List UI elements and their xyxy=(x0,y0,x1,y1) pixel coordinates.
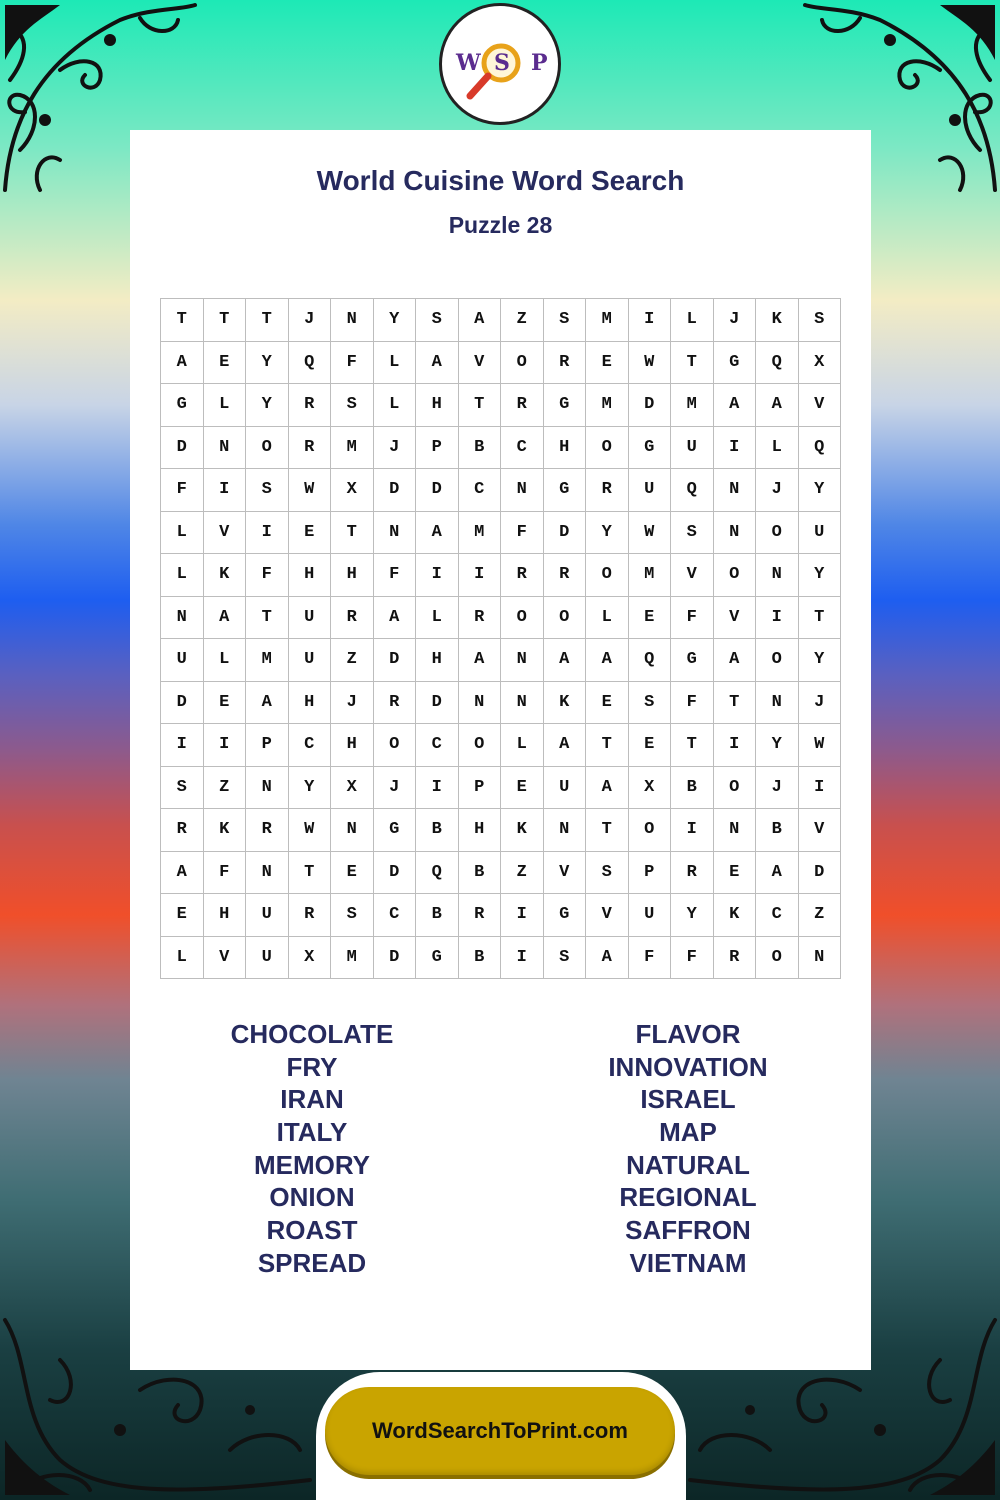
grid-cell[interactable]: I xyxy=(161,724,204,767)
grid-cell[interactable]: J xyxy=(756,469,799,512)
grid-cell[interactable]: N xyxy=(713,809,756,852)
website-button[interactable]: WordSearchToPrint.com xyxy=(325,1387,675,1475)
grid-cell[interactable]: I xyxy=(416,766,459,809)
grid-cell[interactable]: B xyxy=(416,809,459,852)
grid-cell[interactable]: T xyxy=(203,299,246,342)
grid-cell[interactable]: M xyxy=(458,511,501,554)
word-item: SAFFRON xyxy=(625,1215,751,1246)
grid-cell[interactable]: O xyxy=(756,511,799,554)
grid-cell[interactable]: C xyxy=(373,894,416,937)
grid-cell[interactable]: J xyxy=(331,681,374,724)
grid-cell[interactable]: S xyxy=(628,681,671,724)
grid-cell[interactable]: P xyxy=(458,766,501,809)
grid-cell[interactable]: S xyxy=(586,851,629,894)
grid-cell[interactable]: R xyxy=(501,554,544,597)
grid-cell[interactable]: T xyxy=(586,724,629,767)
grid-row xyxy=(161,554,841,597)
grid-cell[interactable]: O xyxy=(373,724,416,767)
grid-cell[interactable]: D xyxy=(373,851,416,894)
grid-cell[interactable]: J xyxy=(756,766,799,809)
grid-cell[interactable]: C xyxy=(501,426,544,469)
grid-cell[interactable]: U xyxy=(246,894,289,937)
grid-cell[interactable]: A xyxy=(543,639,586,682)
grid-cell[interactable]: A xyxy=(416,511,459,554)
grid-cell[interactable]: L xyxy=(161,936,204,979)
grid-cell[interactable]: P xyxy=(416,426,459,469)
grid-cell[interactable]: Y xyxy=(798,554,841,597)
grid-cell[interactable]: X xyxy=(798,341,841,384)
grid-cell[interactable]: V xyxy=(203,936,246,979)
grid-cell[interactable]: D xyxy=(373,639,416,682)
grid-cell[interactable]: A xyxy=(713,384,756,427)
grid-cell[interactable]: X xyxy=(288,936,331,979)
grid-cell[interactable]: H xyxy=(543,426,586,469)
grid-cell[interactable]: Q xyxy=(628,639,671,682)
grid-cell[interactable]: M xyxy=(246,639,289,682)
grid-cell[interactable]: E xyxy=(501,766,544,809)
grid-row xyxy=(161,384,841,427)
wsp-logo[interactable] xyxy=(439,3,561,125)
grid-cell[interactable]: Y xyxy=(671,894,714,937)
grid-cell[interactable]: U xyxy=(628,469,671,512)
grid-cell[interactable]: D xyxy=(798,851,841,894)
grid-cell[interactable]: K xyxy=(501,809,544,852)
grid-cell[interactable]: A xyxy=(246,681,289,724)
grid-cell[interactable]: E xyxy=(331,851,374,894)
grid-cell[interactable]: K xyxy=(756,299,799,342)
word-item: CHOCOLATE xyxy=(230,1019,394,1049)
grid-cell[interactable]: K xyxy=(543,681,586,724)
grid-cell[interactable]: N xyxy=(798,936,841,979)
grid-cell[interactable]: T xyxy=(288,851,331,894)
grid-cell[interactable]: D xyxy=(161,426,204,469)
grid-cell[interactable]: T xyxy=(246,596,289,639)
grid-cell[interactable]: A xyxy=(161,341,204,384)
grid-cell[interactable]: O xyxy=(628,809,671,852)
grid-cell[interactable]: A xyxy=(458,639,501,682)
grid-cell[interactable]: F xyxy=(671,596,714,639)
grid-cell[interactable]: O xyxy=(543,596,586,639)
grid-cell[interactable]: O xyxy=(501,341,544,384)
grid-cell[interactable]: Q xyxy=(288,341,331,384)
grid-cell[interactable]: N xyxy=(161,596,204,639)
grid-cell[interactable]: H xyxy=(331,554,374,597)
grid-cell[interactable]: K xyxy=(203,554,246,597)
grid-cell[interactable]: T xyxy=(586,809,629,852)
grid-cell[interactable]: N xyxy=(246,851,289,894)
grid-cell[interactable]: I xyxy=(798,766,841,809)
grid-cell[interactable]: D xyxy=(543,511,586,554)
grid-cell[interactable]: O xyxy=(246,426,289,469)
grid-cell[interactable]: R xyxy=(246,809,289,852)
grid-cell[interactable]: L xyxy=(373,341,416,384)
grid-cell[interactable]: I xyxy=(501,936,544,979)
grid-cell[interactable]: R xyxy=(543,341,586,384)
grid-cell[interactable]: I xyxy=(246,511,289,554)
grid-cell[interactable]: O xyxy=(458,724,501,767)
grid-row xyxy=(161,809,841,852)
letter-grid xyxy=(160,298,841,979)
grid-cell[interactable]: D xyxy=(628,384,671,427)
grid-cell[interactable]: H xyxy=(458,809,501,852)
grid-cell[interactable]: J xyxy=(373,426,416,469)
grid-cell[interactable]: G xyxy=(543,469,586,512)
grid-cell[interactable]: E xyxy=(203,341,246,384)
grid-cell[interactable]: D xyxy=(373,936,416,979)
grid-cell[interactable]: H xyxy=(416,639,459,682)
grid-row xyxy=(161,469,841,512)
grid-cell[interactable]: N xyxy=(713,469,756,512)
grid-cell[interactable]: I xyxy=(713,426,756,469)
word-item: IRAN xyxy=(280,1084,344,1115)
logo-letter-p: P xyxy=(531,50,548,76)
grid-cell[interactable]: W xyxy=(288,469,331,512)
grid-cell[interactable]: B xyxy=(458,851,501,894)
grid-cell[interactable]: D xyxy=(161,681,204,724)
grid-cell[interactable]: G xyxy=(373,809,416,852)
grid-cell[interactable]: E xyxy=(713,851,756,894)
grid-cell[interactable]: J xyxy=(713,299,756,342)
grid-cell[interactable]: E xyxy=(288,511,331,554)
grid-cell[interactable]: P xyxy=(628,851,671,894)
grid-cell[interactable]: V xyxy=(203,511,246,554)
grid-cell[interactable]: P xyxy=(246,724,289,767)
grid-cell[interactable]: U xyxy=(671,426,714,469)
grid-cell[interactable]: R xyxy=(458,596,501,639)
grid-cell[interactable]: I xyxy=(756,596,799,639)
grid-cell[interactable]: T xyxy=(671,724,714,767)
grid-cell[interactable]: M xyxy=(331,936,374,979)
grid-cell[interactable]: N xyxy=(331,809,374,852)
grid-cell[interactable]: T xyxy=(331,511,374,554)
grid-cell[interactable]: S xyxy=(331,894,374,937)
grid-cell[interactable]: A xyxy=(586,766,629,809)
grid-cell[interactable]: B xyxy=(671,766,714,809)
grid-cell[interactable]: I xyxy=(713,724,756,767)
grid-cell[interactable]: Y xyxy=(798,639,841,682)
grid-cell[interactable]: R xyxy=(671,851,714,894)
grid-cell[interactable]: F xyxy=(203,851,246,894)
grid-cell[interactable]: O xyxy=(756,936,799,979)
grid-cell[interactable]: V xyxy=(586,894,629,937)
grid-cell[interactable]: F xyxy=(671,936,714,979)
grid-cell[interactable]: X xyxy=(628,766,671,809)
grid-cell[interactable]: Y xyxy=(373,299,416,342)
grid-cell[interactable]: V xyxy=(671,554,714,597)
grid-cell[interactable]: A xyxy=(756,384,799,427)
grid-cell[interactable]: I xyxy=(458,554,501,597)
grid-row xyxy=(161,724,841,767)
grid-cell[interactable]: Z xyxy=(501,299,544,342)
grid-cell[interactable]: R xyxy=(458,894,501,937)
grid-cell[interactable]: T xyxy=(713,681,756,724)
grid-cell[interactable]: C xyxy=(458,469,501,512)
grid-cell[interactable]: H xyxy=(416,384,459,427)
grid-cell[interactable]: B xyxy=(458,936,501,979)
grid-cell[interactable]: R xyxy=(288,384,331,427)
grid-cell[interactable]: Q xyxy=(756,341,799,384)
grid-cell[interactable]: C xyxy=(756,894,799,937)
grid-cell[interactable]: Y xyxy=(586,511,629,554)
grid-cell[interactable]: Y xyxy=(246,341,289,384)
grid-cell[interactable]: N xyxy=(756,681,799,724)
grid-cell[interactable]: A xyxy=(543,724,586,767)
grid-cell[interactable]: Z xyxy=(331,639,374,682)
grid-cell[interactable]: S xyxy=(671,511,714,554)
grid-cell[interactable]: D xyxy=(416,469,459,512)
word-item: SPREAD xyxy=(257,1247,367,1278)
grid-cell[interactable]: M xyxy=(628,554,671,597)
grid-cell[interactable]: L xyxy=(756,426,799,469)
grid-cell[interactable]: L xyxy=(203,639,246,682)
grid-cell[interactable]: M xyxy=(586,384,629,427)
grid-cell[interactable]: Y xyxy=(246,384,289,427)
word-item: FLAVOR xyxy=(635,1019,741,1049)
grid-row xyxy=(161,426,841,469)
grid-cell[interactable]: Z xyxy=(203,766,246,809)
word-item: NATURAL xyxy=(626,1149,750,1180)
grid-cell[interactable]: A xyxy=(373,596,416,639)
grid-cell[interactable]: J xyxy=(373,766,416,809)
grid-cell[interactable]: N xyxy=(756,554,799,597)
grid-cell[interactable]: S xyxy=(543,299,586,342)
puzzle-number: Puzzle 28 xyxy=(448,212,553,238)
grid-cell[interactable]: K xyxy=(203,809,246,852)
grid-cell[interactable]: A xyxy=(713,639,756,682)
grid-cell[interactable]: C xyxy=(288,724,331,767)
grid-cell[interactable]: V xyxy=(543,851,586,894)
word-item: VIETNAM xyxy=(629,1247,747,1278)
grid-cell[interactable]: W xyxy=(628,341,671,384)
grid-cell[interactable]: J xyxy=(798,681,841,724)
grid-row xyxy=(161,936,841,979)
grid-cell[interactable]: F xyxy=(246,554,289,597)
grid-cell[interactable]: I xyxy=(203,724,246,767)
grid-cell[interactable]: S xyxy=(798,299,841,342)
grid-cell[interactable]: B xyxy=(416,894,459,937)
grid-cell[interactable]: K xyxy=(713,894,756,937)
word-item: MAP xyxy=(659,1117,717,1148)
grid-cell[interactable]: V xyxy=(798,384,841,427)
grid-cell[interactable]: F xyxy=(161,469,204,512)
grid-cell[interactable]: R xyxy=(288,426,331,469)
grid-cell[interactable]: F xyxy=(331,341,374,384)
grid-cell[interactable]: N xyxy=(501,681,544,724)
grid-cell[interactable]: L xyxy=(203,384,246,427)
grid-cell[interactable]: F xyxy=(671,681,714,724)
grid-cell[interactable]: S xyxy=(331,384,374,427)
grid-cell[interactable]: I xyxy=(501,894,544,937)
word-item: ONION xyxy=(269,1182,355,1213)
word-item: REGIONAL xyxy=(619,1182,757,1213)
grid-row xyxy=(161,681,841,724)
grid-cell[interactable]: G xyxy=(628,426,671,469)
grid-cell[interactable]: G xyxy=(671,639,714,682)
grid-cell[interactable]: O xyxy=(501,596,544,639)
word-list-left xyxy=(152,1018,472,1280)
grid-cell[interactable]: T xyxy=(161,299,204,342)
grid-cell[interactable]: N xyxy=(373,511,416,554)
grid-cell[interactable]: M xyxy=(331,426,374,469)
grid-row xyxy=(161,299,841,342)
grid-row xyxy=(161,341,841,384)
grid-cell[interactable]: S xyxy=(161,766,204,809)
grid-cell[interactable]: O xyxy=(713,766,756,809)
grid-cell[interactable]: R xyxy=(373,681,416,724)
grid-cell[interactable]: W xyxy=(628,511,671,554)
grid-cell[interactable]: N xyxy=(203,426,246,469)
grid-cell[interactable]: U xyxy=(543,766,586,809)
grid-cell[interactable]: A xyxy=(586,936,629,979)
grid-row xyxy=(161,639,841,682)
grid-cell[interactable]: O xyxy=(756,639,799,682)
grid-cell[interactable]: N xyxy=(458,681,501,724)
grid-cell[interactable]: R xyxy=(713,936,756,979)
grid-cell[interactable]: T xyxy=(458,384,501,427)
grid-row xyxy=(161,511,841,554)
grid-cell[interactable]: M xyxy=(586,299,629,342)
grid-row xyxy=(161,851,841,894)
grid-cell[interactable]: W xyxy=(798,724,841,767)
grid-cell[interactable]: N xyxy=(331,299,374,342)
grid-cell[interactable]: I xyxy=(628,299,671,342)
grid-cell[interactable]: V xyxy=(713,596,756,639)
grid-cell[interactable]: L xyxy=(161,554,204,597)
grid-cell[interactable]: H xyxy=(288,681,331,724)
word-item: ISRAEL xyxy=(640,1084,736,1115)
grid-cell[interactable]: A xyxy=(756,851,799,894)
grid-row xyxy=(161,894,841,937)
grid-cell[interactable]: H xyxy=(203,894,246,937)
grid-cell[interactable]: Q xyxy=(671,469,714,512)
grid-cell[interactable]: Z xyxy=(501,851,544,894)
grid-cell[interactable]: Y xyxy=(756,724,799,767)
grid-cell[interactable]: Y xyxy=(798,469,841,512)
grid-cell[interactable]: D xyxy=(416,681,459,724)
grid-cell[interactable]: W xyxy=(288,809,331,852)
grid-cell[interactable]: E xyxy=(628,724,671,767)
grid-cell[interactable]: U xyxy=(798,511,841,554)
grid-cell[interactable]: Q xyxy=(798,426,841,469)
grid-cell[interactable]: R xyxy=(501,384,544,427)
grid-cell[interactable]: A xyxy=(416,341,459,384)
grid-cell[interactable]: J xyxy=(288,299,331,342)
grid-cell[interactable]: L xyxy=(416,596,459,639)
grid-cell[interactable]: U xyxy=(628,894,671,937)
grid-cell[interactable]: R xyxy=(161,809,204,852)
grid-cell[interactable]: A xyxy=(458,299,501,342)
grid-cell[interactable]: S xyxy=(543,936,586,979)
word-item: MEMORY xyxy=(253,1149,371,1180)
grid-cell[interactable]: A xyxy=(203,596,246,639)
grid-cell[interactable]: H xyxy=(331,724,374,767)
grid-cell[interactable]: U xyxy=(161,639,204,682)
grid-cell[interactable]: Y xyxy=(288,766,331,809)
grid-cell[interactable]: A xyxy=(586,639,629,682)
logo-letter-s: S xyxy=(494,50,510,76)
grid-cell[interactable]: A xyxy=(161,851,204,894)
grid-cell[interactable]: N xyxy=(543,809,586,852)
grid-cell[interactable]: U xyxy=(288,596,331,639)
word-list-right xyxy=(528,1018,848,1280)
grid-cell[interactable]: M xyxy=(671,384,714,427)
grid-row xyxy=(161,596,841,639)
grid-cell[interactable]: R xyxy=(331,596,374,639)
grid-cell[interactable]: E xyxy=(586,341,629,384)
grid-cell[interactable]: H xyxy=(288,554,331,597)
grid-cell[interactable]: N xyxy=(246,766,289,809)
grid-cell[interactable]: T xyxy=(671,341,714,384)
grid-cell[interactable]: Z xyxy=(798,894,841,937)
grid-cell[interactable]: I xyxy=(671,809,714,852)
grid-cell[interactable]: X xyxy=(331,469,374,512)
grid-cell[interactable]: N xyxy=(501,639,544,682)
grid-cell[interactable]: E xyxy=(586,681,629,724)
grid-cell[interactable]: E xyxy=(203,681,246,724)
grid-cell[interactable]: V xyxy=(458,341,501,384)
grid-cell[interactable]: G xyxy=(161,384,204,427)
word-item: INNOVATION xyxy=(608,1051,768,1082)
word-item: ROAST xyxy=(266,1215,358,1246)
grid-cell[interactable]: S xyxy=(416,299,459,342)
word-item: FRY xyxy=(286,1051,338,1082)
grid-cell[interactable]: C xyxy=(416,724,459,767)
grid-cell[interactable]: L xyxy=(373,384,416,427)
grid-cell[interactable]: G xyxy=(543,894,586,937)
grid-cell[interactable]: G xyxy=(543,384,586,427)
page-title: World Cuisine Word Search xyxy=(316,165,685,196)
grid-cell[interactable]: T xyxy=(246,299,289,342)
grid-cell[interactable]: X xyxy=(331,766,374,809)
grid-cell[interactable]: R xyxy=(543,554,586,597)
logo-letter-w: W xyxy=(456,50,481,76)
grid-cell[interactable]: L xyxy=(501,724,544,767)
grid-cell[interactable]: G xyxy=(713,341,756,384)
grid-cell[interactable]: F xyxy=(628,936,671,979)
grid-cell[interactable]: R xyxy=(288,894,331,937)
grid-cell[interactable]: E xyxy=(161,894,204,937)
grid-cell[interactable]: R xyxy=(586,469,629,512)
grid-cell[interactable]: I xyxy=(203,469,246,512)
grid-cell[interactable]: L xyxy=(161,511,204,554)
grid-cell[interactable]: V xyxy=(798,809,841,852)
grid-cell[interactable]: S xyxy=(246,469,289,512)
grid-cell[interactable]: L xyxy=(671,299,714,342)
grid-cell[interactable]: U xyxy=(288,639,331,682)
grid-cell[interactable]: Q xyxy=(416,851,459,894)
grid-cell[interactable]: T xyxy=(798,596,841,639)
grid-cell[interactable]: G xyxy=(416,936,459,979)
grid-row xyxy=(161,766,841,809)
grid-cell[interactable]: I xyxy=(416,554,459,597)
grid-cell[interactable]: O xyxy=(713,554,756,597)
grid-cell[interactable]: E xyxy=(628,596,671,639)
grid-cell[interactable]: U xyxy=(246,936,289,979)
grid-cell[interactable]: D xyxy=(373,469,416,512)
grid-cell[interactable]: L xyxy=(586,596,629,639)
grid-cell[interactable]: N xyxy=(713,511,756,554)
grid-cell[interactable]: B xyxy=(756,809,799,852)
grid-cell[interactable]: O xyxy=(586,426,629,469)
grid-cell[interactable]: N xyxy=(501,469,544,512)
grid-cell[interactable]: F xyxy=(501,511,544,554)
word-item: ITALY xyxy=(276,1117,348,1148)
grid-cell[interactable]: O xyxy=(586,554,629,597)
grid-cell[interactable]: F xyxy=(373,554,416,597)
grid-cell[interactable]: B xyxy=(458,426,501,469)
